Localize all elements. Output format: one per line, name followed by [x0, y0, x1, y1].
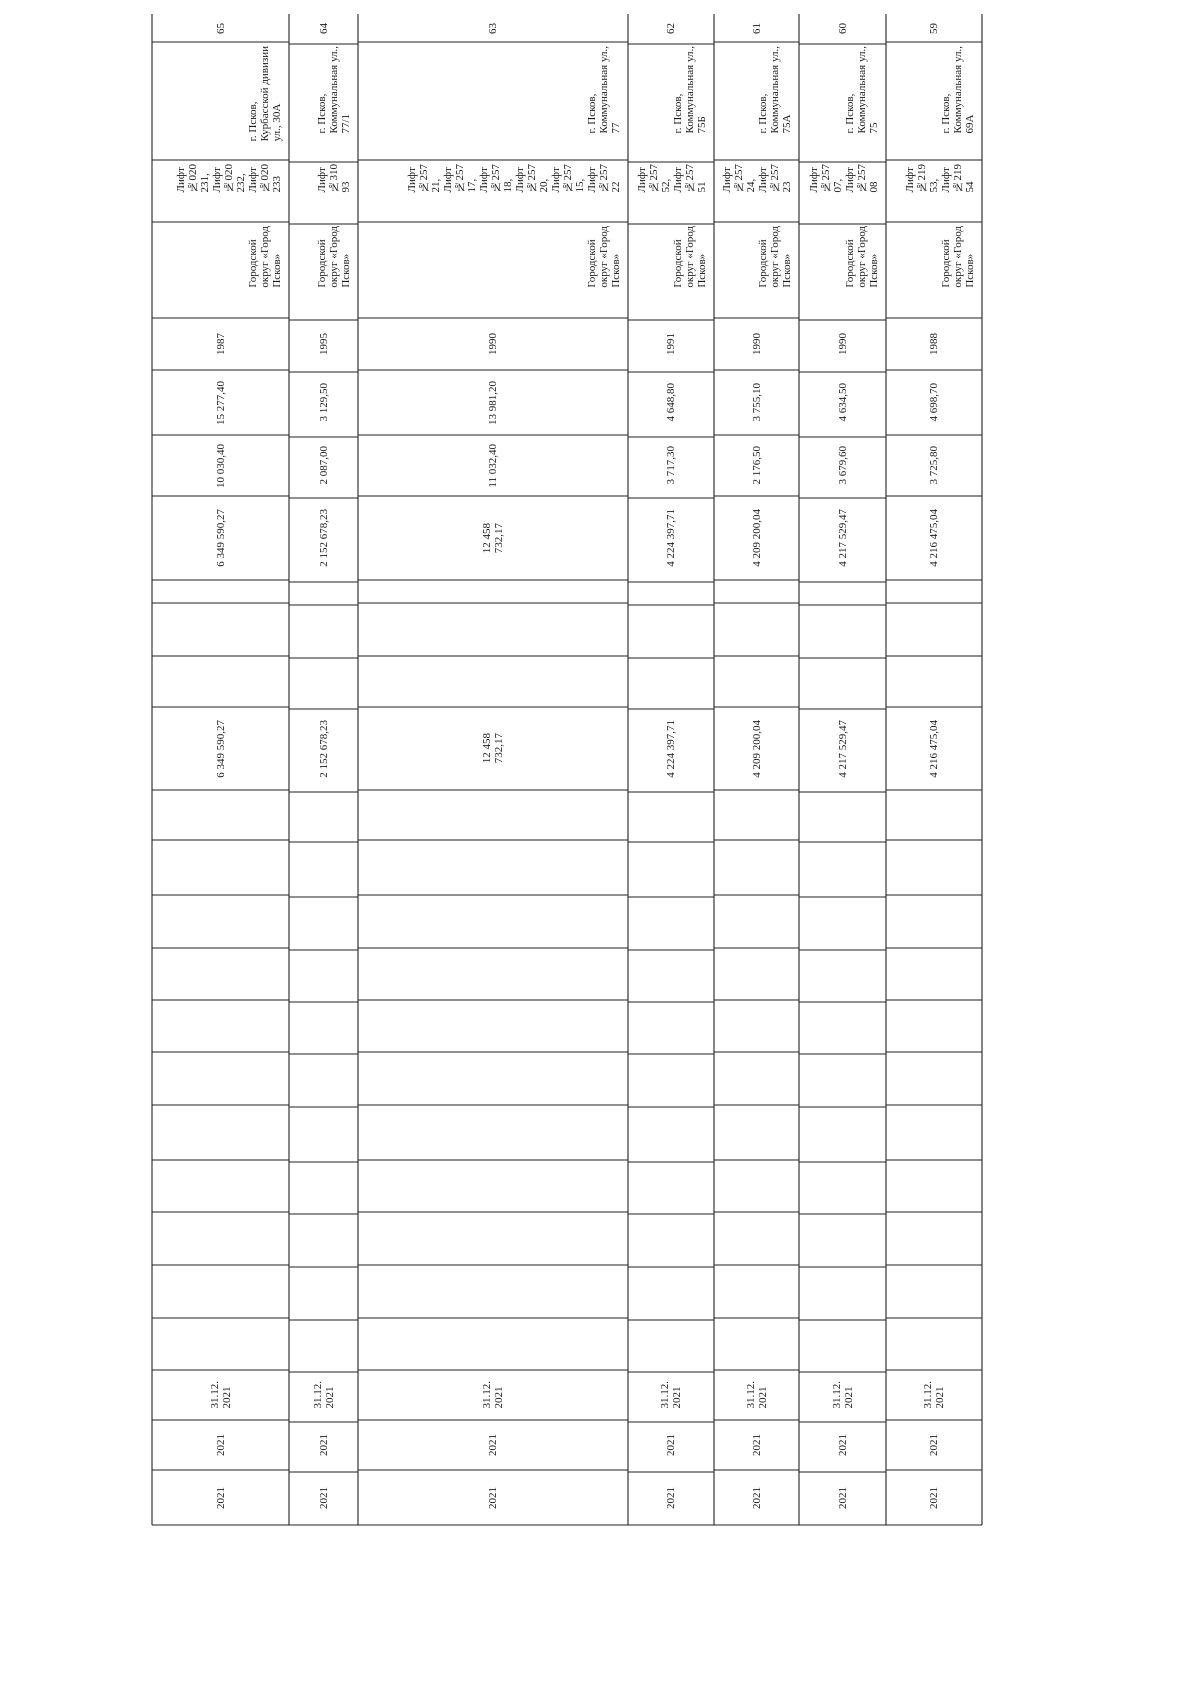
cell-deadline: 31.12. 2021: [744, 1381, 769, 1409]
cell-cost-total: 4 216 475,04: [928, 509, 940, 567]
cell-cost-total: 12 458 732,17: [481, 522, 505, 554]
cell-year-start: 2021: [665, 1434, 677, 1456]
cell-year-end: 2021: [665, 1486, 677, 1509]
cell-cost-total: 6 349 590,27: [214, 509, 227, 567]
cell-num: 60: [836, 22, 849, 34]
cell-municipality: Городской округ «Город Псков»: [247, 226, 283, 288]
cell-year-built: 1987: [214, 333, 227, 355]
cell-address: г. Псков, Коммунальная ул., 77: [586, 46, 622, 134]
cell-year-end: 2021: [317, 1486, 330, 1509]
cell-elevators: Лифт №257 21, Лифт №257 17, Лифт №257 18, Лифт №257 20, Лифт №257 15, Лифт №257 22: [406, 164, 622, 193]
cell-living-area: 11 032,40: [487, 443, 499, 488]
cell-address: г. Псков, Коммунальная ул., 75: [844, 46, 880, 134]
cell-year-end: 2021: [214, 1486, 227, 1509]
cell-total-area: 3 755,10: [750, 383, 763, 422]
cell-address: г. Псков, Коммунальная ул., 75Б: [672, 46, 708, 134]
cell-year-end: 2021: [487, 1486, 499, 1509]
cell-municipality: Городской округ «Город Псков»: [844, 226, 880, 288]
cell-living-area: 2 176,50: [750, 446, 763, 485]
cell-cost-repeat: 4 224 397,71: [665, 719, 677, 778]
cell-municipality: Городской округ «Город Псков»: [757, 226, 793, 288]
cell-cost-repeat: 12 458 732,17: [481, 733, 505, 764]
cell-cost-repeat: 2 152 678,23: [317, 719, 330, 778]
cell-living-area: 2 087,00: [317, 446, 330, 485]
cell-cost-repeat: 4 216 475,04: [928, 719, 940, 778]
cell-elevators: Лифт №219 53, Лифт №219 54: [904, 164, 976, 193]
cell-deadline: 31.12. 2021: [311, 1381, 336, 1409]
cell-municipality: Городской округ «Город Псков»: [316, 226, 352, 288]
cell-deadline: 31.12. 2021: [208, 1381, 233, 1409]
cell-deadline: 31.12. 2021: [830, 1381, 855, 1409]
cell-deadline: 31.12. 2021: [922, 1381, 946, 1409]
cell-year-start: 2021: [928, 1434, 940, 1456]
cell-num: 64: [317, 22, 330, 34]
cell-cost-total: 2 152 678,23: [317, 509, 330, 567]
cell-num: 62: [665, 22, 677, 34]
cell-year-start: 2021: [317, 1434, 330, 1456]
cell-num: 65: [214, 22, 227, 34]
cell-total-area: 13 981,20: [487, 380, 499, 425]
cell-year-end: 2021: [928, 1486, 940, 1509]
cell-elevators: Лифт №310 93: [316, 164, 352, 193]
cell-elevators: Лифт №020 231, Лифт №020 232, Лифт №020 233: [175, 164, 283, 193]
cell-year-built: 1990: [750, 333, 763, 355]
cell-year-built: 1990: [836, 333, 849, 355]
cell-cost-total: 4 217 529,47: [836, 509, 849, 567]
cell-total-area: 4 648,80: [665, 383, 677, 422]
cell-year-end: 2021: [750, 1486, 763, 1509]
cell-address: г. Псков, Коммунальная ул., 69А: [940, 46, 976, 134]
cell-address: г. Псков, Коммунальная ул., 75А: [757, 46, 793, 134]
cell-living-area: 3 679,60: [836, 446, 849, 485]
cell-num: 59: [928, 22, 940, 34]
cell-cost-repeat: 4 217 529,47: [836, 719, 849, 778]
cell-total-area: 4 698,70: [928, 383, 940, 422]
cell-address: г. Псков, Курбасской дивизии ул., 30А: [247, 46, 283, 142]
cell-total-area: 15 277,40: [214, 380, 227, 425]
cell-year-start: 2021: [487, 1434, 499, 1456]
cell-cost-repeat: 6 349 590,27: [214, 719, 227, 778]
cell-num: 61: [750, 22, 763, 34]
cell-elevators: Лифт №257 24, Лифт №257 23: [721, 164, 793, 193]
cell-deadline: 31.12. 2021: [481, 1381, 505, 1409]
cell-living-area: 10 030,40: [214, 443, 227, 488]
cell-total-area: 4 634,50: [836, 383, 849, 422]
cell-year-start: 2021: [750, 1434, 763, 1456]
cell-living-area: 3 725,80: [928, 446, 940, 485]
cell-municipality: Городской округ «Город Псков»: [672, 226, 708, 288]
cell-cost-repeat: 4 209 200,04: [750, 719, 763, 778]
cell-municipality: Городской округ «Город Псков»: [586, 226, 622, 288]
cell-total-area: 3 129,50: [317, 383, 330, 422]
cell-year-built: 1995: [317, 333, 330, 355]
cell-year-start: 2021: [214, 1434, 227, 1456]
cell-year-start: 2021: [836, 1434, 849, 1456]
cell-elevators: Лифт №257 07, Лифт №257 08: [808, 164, 880, 193]
cell-cost-total: 4 209 200,04: [750, 509, 763, 567]
cell-year-built: 1988: [928, 333, 940, 355]
cell-cost-total: 4 224 397,71: [665, 509, 677, 567]
cell-deadline: 31.12. 2021: [659, 1381, 683, 1409]
cell-municipality: Городской округ «Город Псков»: [940, 226, 976, 288]
cell-living-area: 3 717,30: [665, 446, 677, 485]
cell-elevators: Лифт №257 52, Лифт №257 51: [636, 164, 708, 193]
cell-year-built: 1991: [665, 333, 677, 355]
cell-year-end: 2021: [836, 1486, 849, 1509]
cell-year-built: 1990: [487, 333, 499, 355]
cell-address: г. Псков, Коммунальная ул., 77/1: [316, 46, 352, 134]
cell-num: 63: [487, 22, 499, 34]
